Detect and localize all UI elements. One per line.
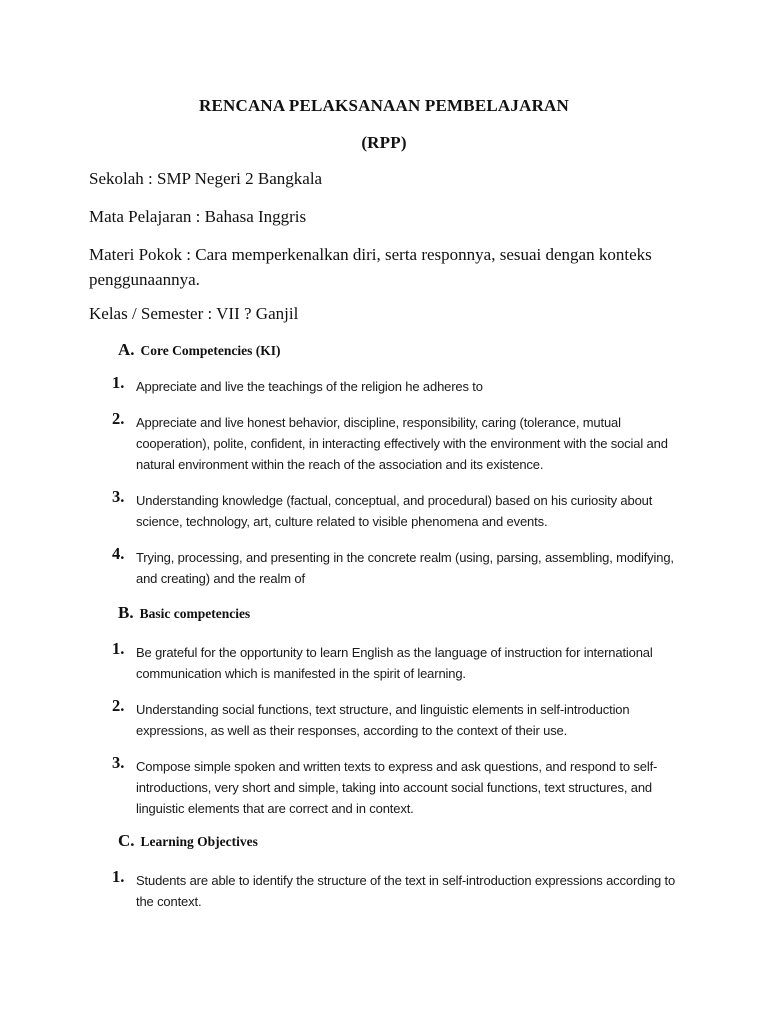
list-text: Understanding knowledge (factual, conceptual, and procedural) based on his curiosity about science, technology, art, culture related to visible phenomena and events. [136,493,653,529]
list-text: Be grateful for the opportunity to learn English as the language of instruction for international communication which is manifested in the spirit of learning. [136,645,653,681]
list-number: 3. [112,753,125,772]
list-number: 1. [112,639,125,658]
section-heading-a [118,340,281,360]
section-title: Core Competencies (KI) [140,343,281,358]
list-text: Compose simple spoken and written texts to express and ask questions, and respond to self-introductions, very short and simple, taking into account social functions, text structures, and linguistic elements that are correct and in context. [136,759,658,816]
section-title: Basic competencies [139,606,251,621]
topic-line: Materi Pokok : Cara memperkenalkan diri, serta responnya, sesuai dengan konteks penggunaannya. [89,245,652,289]
list-number: 1. [112,867,125,886]
school-line: Sekolah : SMP Negeri 2 Bangkala [89,169,323,188]
document-subtitle: (RPP) [361,133,407,152]
section-letter: C. [118,831,135,850]
section-heading-b [118,603,250,623]
list-number: 4. [112,544,125,563]
list-text: Trying, processing, and presenting in the concrete realm (using, parsing, assembling, modifying, and creating) and the realm of [136,550,674,586]
section-letter: B. [118,603,134,622]
list-number: 1. [112,373,125,392]
list-text: Appreciate and live honest behavior, discipline, responsibility, caring (tolerance, mutual cooperation), polite, confident, in interacting effectively with the environment with the social and natural environment within the reach of the association and its existence. [136,415,668,472]
list-text: Understanding social functions, text structure, and linguistic elements in self-introduction expressions, as well as their responses, according to the context of their use. [136,702,630,738]
list-number: 3. [112,487,125,506]
section-title: Learning Objectives [140,834,258,849]
document-title: RENCANA PELAKSANAAN PEMBELAJARAN [198,96,570,115]
list-text: Students are able to identify the structure of the text in self-introduction expressions according to the context. [136,873,676,909]
section-heading-c [118,831,258,851]
list-number: 2. [112,696,125,715]
section-letter: A. [118,340,135,359]
list-text: Appreciate and live the teachings of the religion he adheres to [136,379,483,394]
list-number: 2. [112,409,125,428]
class-semester-line: Kelas / Semester : VII ? Ganjil [89,304,299,323]
subject-line: Mata Pelajaran : Bahasa Inggris [89,207,307,226]
